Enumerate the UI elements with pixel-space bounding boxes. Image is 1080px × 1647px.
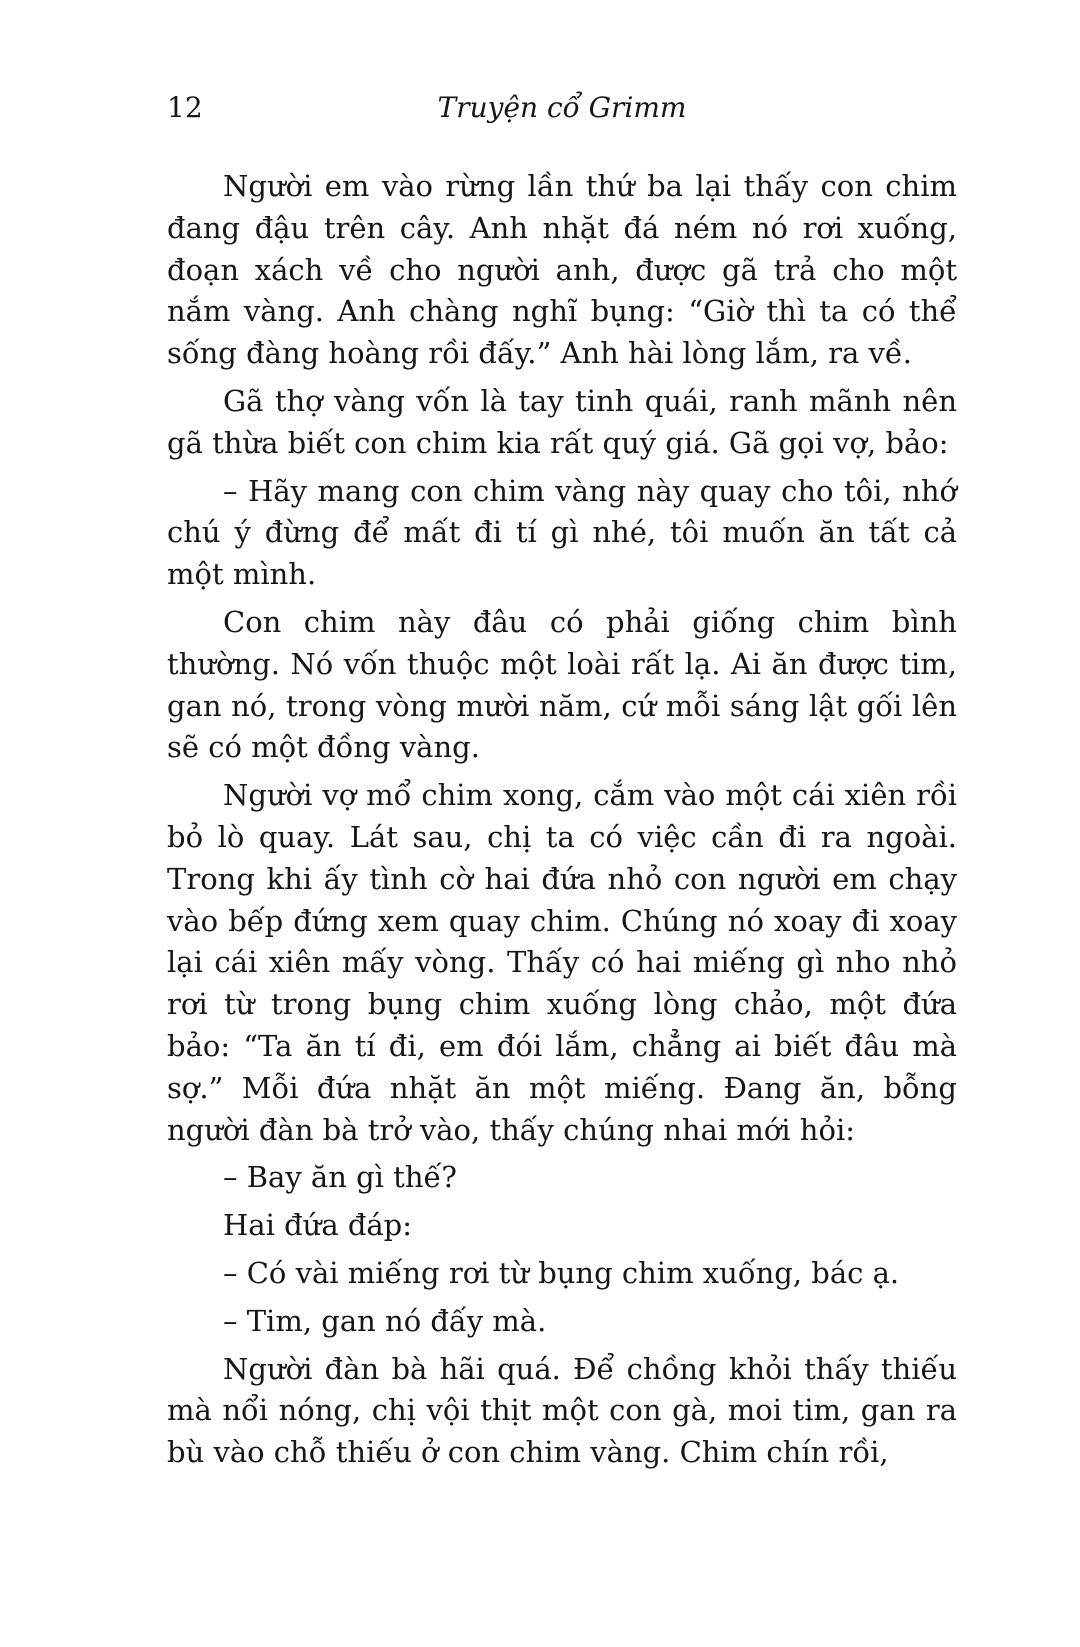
paragraph-1: Người em vào rừng lần thứ ba lại thấy con chim đang đậu trên cây. Anh nhặt đá ném nó rơi xuống, đoạn xách về cho người anh, được gã trả cho một nắm vàng. Anh chàng nghĩ bụng: “Giờ thì ta có thể sống đàng hoàng rồi đấy.” Anh hài lòng lắm, ra về. (167, 169, 957, 371)
running-header (167, 88, 957, 128)
page-number: 12 (167, 91, 203, 124)
paragraph-3: – Hãy mang con chim vàng này quay cho tôi, nhớ chú ý đừng để mất đi tí gì nhé, tôi muốn ăn tất cả một mình. (167, 473, 957, 592)
paragraph-8: – Có vài miếng rơi từ bụng chim xuống, bác ạ. (223, 1255, 900, 1290)
paragraph-5: Người vợ mổ chim xong, cắm vào một cái xiên rồi bỏ lò quay. Lát sau, chị ta có việc cần đi ra ngoài. Trong khi ấy tình cờ hai đứa nhỏ con người em chạy vào bếp đứng xem quay chim. Chúng nó xoay đi xoay lại cái xiên mấy vòng. Thấy có hai miếng gì nho nhỏ rơi từ trong bụng chim xuống lòng chảo, một đứa bảo: “Ta ăn tí đi, em đói lắm, chẳng ai biết đâu mà sợ.” Mỗi đứa nhặt ăn một miếng. Đang ăn, bỗng người đàn bà trở vào, thấy chúng nhai mới hỏi: (167, 778, 957, 1147)
paragraph-2: Gã thợ vàng vốn là tay tinh quái, ranh mãnh nên gã thừa biết con chim kia rất quý giá. Gã gọi vợ, bảo: (167, 383, 957, 460)
body-text (167, 166, 957, 1480)
paragraph-7: Hai đứa đáp: (223, 1208, 413, 1243)
paragraph-6: – Bay ăn gì thế? (223, 1160, 457, 1195)
paragraph-10: Người đàn bà hãi quá. Để chồng khỏi thấy thiếu mà nổi nóng, chị vội thịt một con gà, moi tim, gan ra bù vào chỗ thiếu ở con chim vàng. Chim chín rồi, (167, 1351, 957, 1470)
paragraph-9: – Tim, gan nó đấy mà. (223, 1303, 547, 1338)
book-title: Truyện cổ Grimm (437, 91, 687, 124)
paragraph-4: Con chim này đâu có phải giống chim bình thường. Nó vốn thuộc một loài rất lạ. Ai ăn được tim, gan nó, trong vòng mười năm, cứ mỗi sáng lật gối lên sẽ có một đồng vàng. (167, 604, 957, 765)
